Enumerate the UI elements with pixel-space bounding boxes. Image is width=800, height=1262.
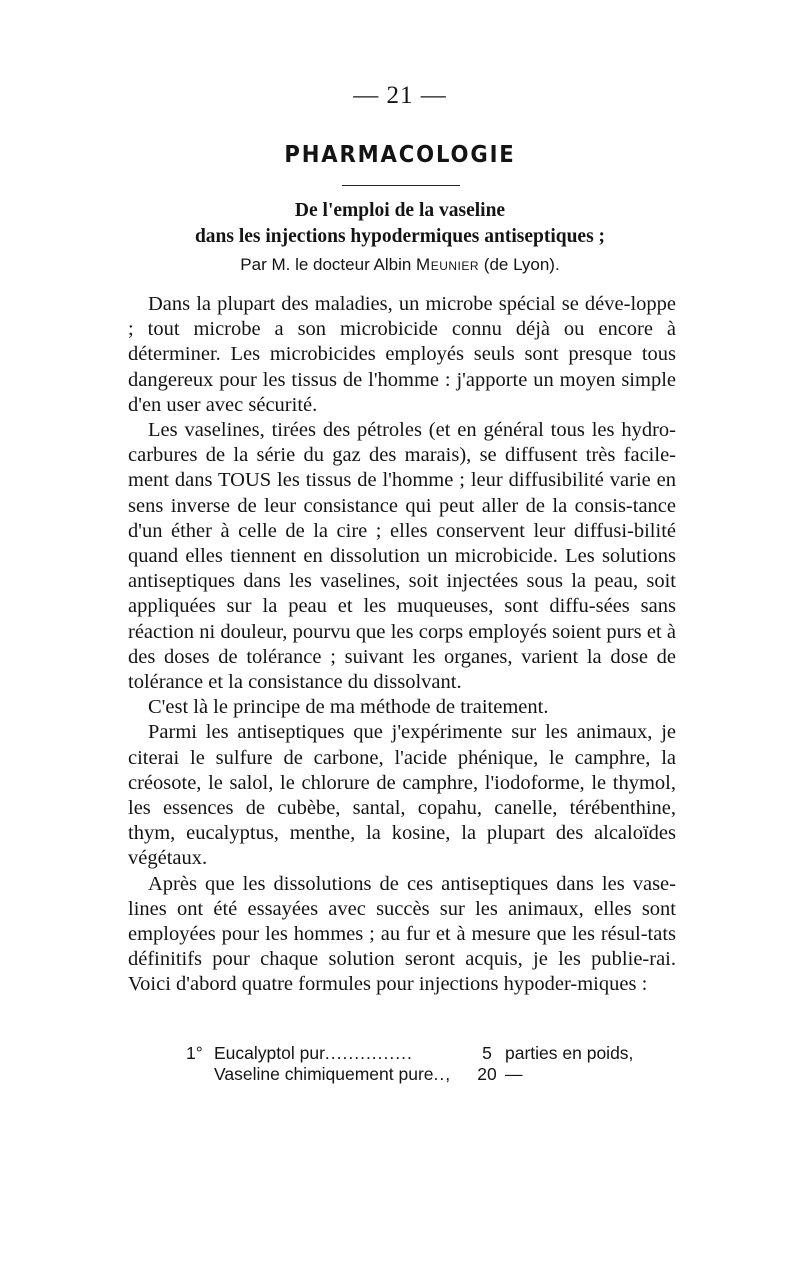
formula-ingredient: Eucalyptol pur............... bbox=[214, 1043, 413, 1063]
paragraph-4: Parmi les antiseptiques que j'expérimente sur les animaux, je citerai le sulfure de carbone, l'acide phénique, le camphre, la créosote, le salol, le chlorure de camphre, l'iodoforme, le thymol, les essences de cubèbe, santal, copahu, canelle, térébenthine, thym, eucalyptus, menthe, la kosine, la plupart des alcaloïdes végétaux. bbox=[128, 721, 676, 870]
byline bbox=[0, 255, 800, 275]
formula-number: 1° bbox=[186, 1043, 203, 1063]
formula-unit: — bbox=[505, 1064, 523, 1084]
page-number: — 21 — bbox=[353, 82, 447, 109]
article-title-line-1: De l'emploi de la vaseline bbox=[294, 200, 506, 221]
article-title-line-2: dans les injections hypodermiques antiseptiques ; bbox=[194, 226, 606, 247]
section-title: PHARMACOLOGIE bbox=[284, 142, 516, 168]
title-rule bbox=[342, 185, 460, 186]
paragraph-3: C'est là le principe de ma méthode de traitement. bbox=[148, 696, 549, 719]
formula-row bbox=[186, 1043, 656, 1064]
formula-quantity: 20 bbox=[477, 1064, 497, 1084]
formula-ingredient: Vaseline chimiquement pure.., bbox=[214, 1064, 452, 1084]
byline-prefix: Par M. le docteur Albin bbox=[240, 255, 417, 274]
paragraph-2: Les vaselines, tirées des pétroles (et en général tous les hydro-carbures de la série du gaz des marais), se diffusent très facile-ment dans TOUS les tissus de l'homme ; leur diffusibilité varie en sens inverse de leur consistance qui peut aller de la consis-tance d'un éther à celle de la cire ; elles conservent leur diffusi-bilité quand elles tiennent en dissolution un microbicide. Les solutions antiseptiques dans les vaselines, soit injectées sous la peau, soit appliquées sur la peau et les muqueuses, sont diffu-sées sans réaction ni douleur, pourvu que les corps employés soient purs et à des doses de tolérance ; suivant les organes, varient la dose de tolérance et la consistance du dissolvant. bbox=[128, 419, 676, 694]
article-body bbox=[128, 292, 676, 998]
formula-quantity: 5 bbox=[482, 1043, 492, 1063]
paragraph-1: Dans la plupart des maladies, un microbe spécial se déve-loppe ; tout microbe a son microbicide connu déjà ou encore à déterminer. Les microbicides employés seuls sont presque tous dangereux pour les tissus de l'homme : j'apporte un moyen simple d'en user avec sécurité. bbox=[128, 293, 676, 416]
byline-suffix: (de Lyon). bbox=[479, 255, 560, 274]
paragraph-5: Après que les dissolutions de ces antiseptiques dans les vase-lines ont été essayées avec succès sur les animaux, elles sont employées pour les hommes ; au fur et à mesure que les résul-tats définitifs pour chaque solution seront acquis, je les publie-rai. Voici d'abord quatre formules pour injections hypoder-miques : bbox=[128, 872, 676, 996]
author-name: Meunier bbox=[416, 255, 480, 274]
formula-unit: parties en poids, bbox=[505, 1043, 634, 1063]
formula-row bbox=[186, 1064, 656, 1085]
formula-block bbox=[186, 1043, 656, 1085]
